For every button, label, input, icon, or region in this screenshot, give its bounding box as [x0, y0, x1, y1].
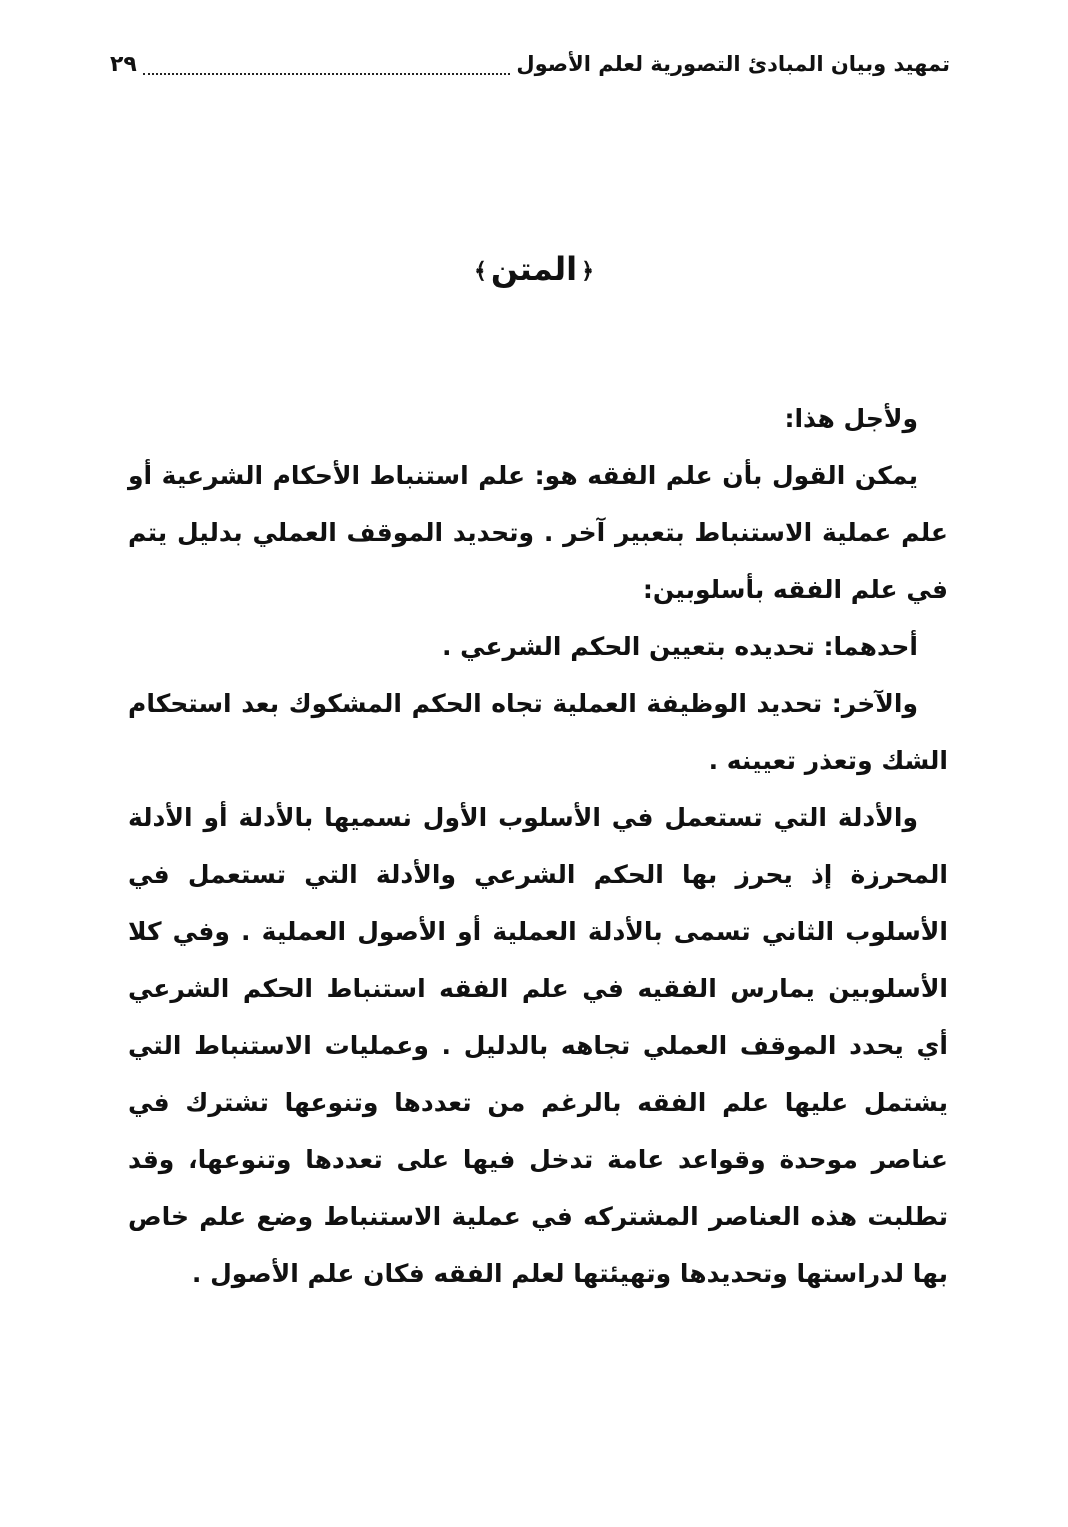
page-number: ٢٩	[110, 51, 137, 77]
paragraph-evidence: والأدلة التي تستعمل في الأسلوب الأول نسميها بالأدلة أو الأدلة المحرزة إذ يحرز بها الحكم الشرعي والأدلة التي تستعمل في الأسلوب الثاني تسمى بالأدلة العملية أو الأصول العملية . وفي كلا الأسلوبين يمارس الفقيه في علم الفقه استنباط الحكم الشرعي أي يحدد الموقف العملي تجاهه بالدليل . وعمليات الاستنباط التي يشتمل عليها علم الفقه بالرغم من تعددها وتنوعها تشترك في عناصر موحدة وقواعد عامة تدخل فيها على تعددها وتنوعها، وقد تطلبت هذه العناصر المشتركه في عملية الاستنباط وضع علم خاص بها لدراستها وتحديدها وتهيئتها لعلم الفقه فكان علم الأصول .	[128, 803, 948, 1288]
body-text	[128, 390, 948, 1302]
running-title: تمهيد وبيان المبادئ التصورية لعلم الأصول	[516, 52, 950, 76]
running-header	[110, 42, 950, 86]
paragraph-intro: ولأجل هذا:	[784, 404, 918, 433]
section-heading	[0, 250, 1068, 288]
section-heading-text: المتن	[490, 250, 578, 288]
paragraph-second-method: والآخر: تحديد الوظيفة العملية تجاه الحكم المشكوك بعد استحكام الشك وتعذر تعيينه .	[128, 689, 948, 775]
paragraph-definition: يمكن القول بأن علم الفقه هو: علم استنباط الأحكام الشرعية أو علم عملية الاستنباط بتعبير آخر . وتحديد الموقف العملي بدليل يتم في علم الفقه بأسلوبين:	[128, 461, 948, 604]
paragraph-first-method: أحدهما: تحديده بتعيين الحكم الشرعي .	[441, 632, 918, 661]
leader-dots	[143, 53, 511, 75]
ornament-open-icon: ﴿	[581, 258, 595, 284]
ornament-close-icon: ﴾	[473, 258, 487, 284]
